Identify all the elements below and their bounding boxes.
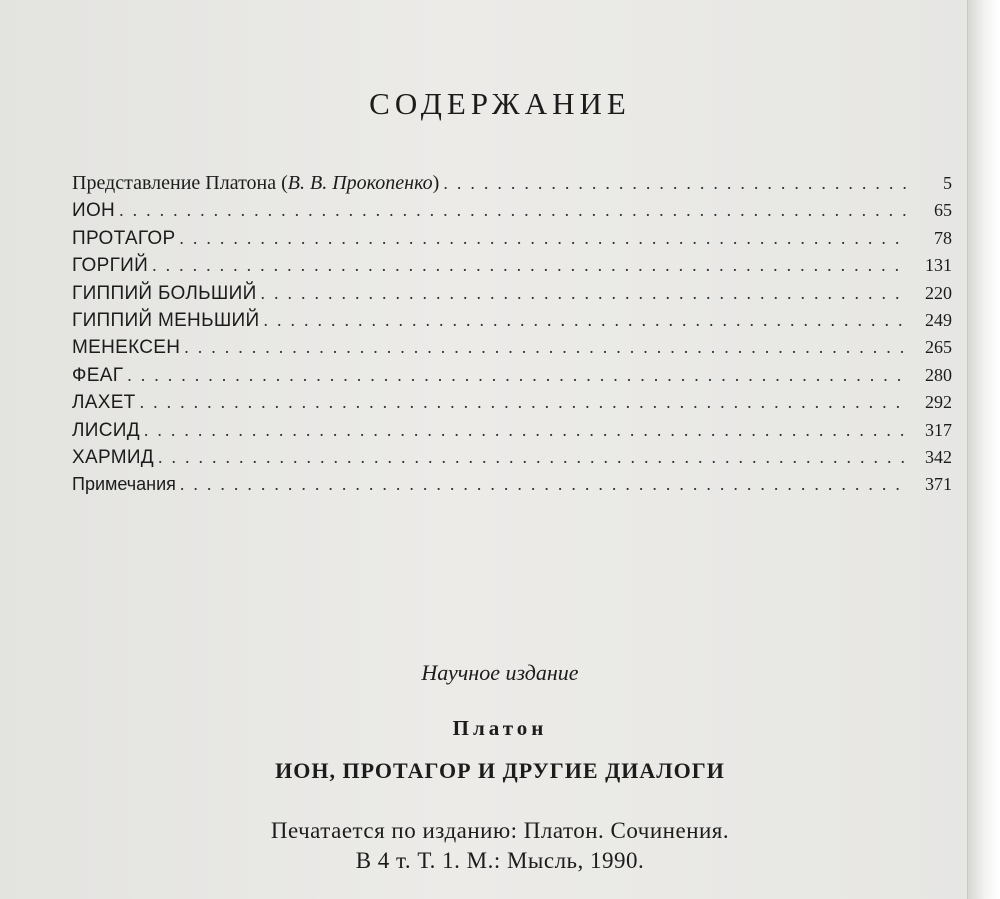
toc-entry-laches [72, 389, 952, 416]
toc-page-number: 220 [925, 282, 952, 303]
toc-entry-title: МЕНЕКСЕН [72, 337, 181, 359]
toc-page-number: 249 [925, 309, 952, 330]
toc-entry-title: ФЕАГ [72, 364, 124, 386]
toc-leader-dots [144, 417, 908, 444]
toc-entry-title-text: Представление Платона ( [72, 172, 288, 194]
toc-page-number: 342 [925, 446, 952, 467]
toc-entry-title: Примечания [72, 474, 176, 495]
toc-entry-theages [72, 362, 952, 389]
toc-entry-gorgias [72, 252, 952, 279]
table-of-contents [72, 170, 952, 499]
toc-entry-title: ЛАХЕТ [72, 392, 136, 414]
toc-page-number: 78 [934, 227, 952, 248]
toc-entry-hippias-major [72, 280, 952, 307]
toc-entry-menexenus [72, 334, 952, 361]
toc-leader-dots [119, 197, 908, 224]
toc-entry-title-suffix: ) [432, 172, 440, 194]
toc-entry-title: ИОН [72, 200, 116, 222]
toc-entry-title [72, 170, 443, 197]
book-title: ИОН, ПРОТАГОР И ДРУГИЕ ДИАЛОГИ [275, 758, 725, 783]
toc-leader-dots [179, 225, 908, 252]
toc-page-number: 317 [925, 419, 952, 440]
source-edition-line-2: В 4 т. Т. 1. М.: Мысль, 1990. [355, 848, 645, 873]
toc-leader-dots [158, 444, 908, 471]
toc-leader-dots [261, 280, 908, 307]
toc-page-number: 265 [925, 337, 952, 358]
toc-page-number: 292 [925, 392, 952, 413]
toc-page-number: 65 [934, 200, 952, 221]
toc-entry-title: ПРОТАГОР [72, 227, 176, 249]
toc-entry-introduction [72, 170, 952, 197]
toc-entry-charmides [72, 444, 952, 471]
toc-entry-title: ГОРГИЙ [72, 255, 149, 277]
toc-page-number: 280 [925, 364, 952, 385]
toc-entry-title: ГИППИЙ БОЛЬШИЙ [72, 282, 257, 304]
toc-page-number: 371 [925, 474, 952, 495]
publication-type: Научное издание [421, 660, 579, 685]
toc-entry-hippias-minor [72, 307, 952, 334]
book-author: Платон [452, 716, 548, 740]
toc-page-number: 5 [943, 173, 952, 193]
toc-entry-title: ХАРМИД [72, 446, 154, 468]
toc-page-number: 131 [925, 255, 952, 276]
toc-entry-title: ЛИСИД [72, 419, 140, 441]
toc-leader-dots [180, 471, 908, 498]
toc-entry-notes [72, 471, 952, 498]
source-edition-line-1: Печатается по изданию: Платон. Сочинения. [270, 818, 730, 843]
toc-leader-dots [263, 307, 908, 334]
toc-entry-title: ГИППИЙ МЕНЬШИЙ [72, 309, 260, 331]
contents-heading: СОДЕРЖАНИЕ [369, 86, 631, 121]
toc-leader-dots [140, 389, 908, 416]
toc-entry-lysis [72, 417, 952, 444]
toc-leader-dots [152, 252, 908, 279]
toc-leader-dots [184, 334, 908, 361]
toc-entry-protagoras [72, 225, 952, 252]
toc-leader-dots [127, 362, 908, 389]
toc-entry-author: В. В. Прокопенко [287, 172, 433, 194]
toc-leader-dots [443, 170, 908, 197]
toc-entry-ion [72, 197, 952, 224]
